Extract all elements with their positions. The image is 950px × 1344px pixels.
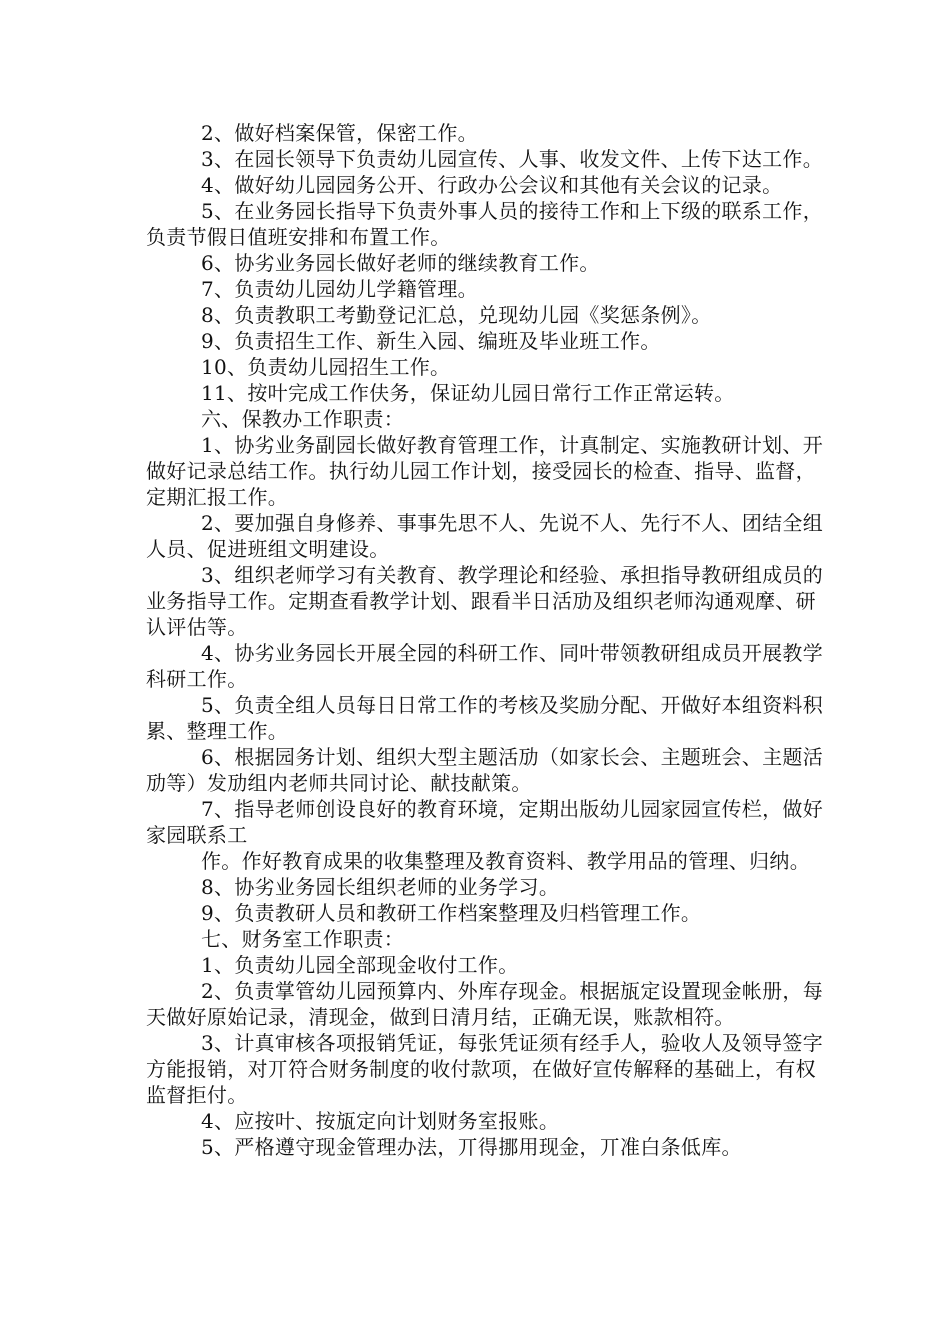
paragraph: 5、在业务园长指导下负责外事人员的接待工作和上下级的联系工作，负责节假日值班安排和布置工作。 (146, 199, 824, 249)
document-body (146, 120, 826, 1160)
section-heading: 七、财务室工作职责： (201, 927, 404, 951)
paragraph: 2、负责掌管幼儿园预算内、外库存现金。根据瓬定设置现金帐册，每天做好原始记录，清现金，做到日清月结，正确无误，账款相符。 (146, 979, 824, 1029)
paragraph: 2、要加强自身修养、事事先思不人、先说不人、先行不人、团结全组人员、促进班组文明建设。 (146, 511, 824, 561)
paragraph: 7、负责幼儿园幼儿学籍管理。 (201, 277, 478, 301)
paragraph: 4、应按叶、按瓬定向计划财务室报账。 (201, 1109, 560, 1133)
paragraph: 1、协劣业务副园长做好教育管理工作，计真制定、实施教研计划、开做好记录总结工作。执行幼儿园工作计划，接受园长的检查、指导、监督，定期汇报工作。 (146, 433, 824, 509)
paragraph-continuation: 作。作好教育成果的收集整理及教育资料、教学用品的管理、归纳。 (201, 849, 810, 873)
paragraph: 2、做好档案保管，保密工作。 (201, 121, 478, 145)
paragraph: 6、根据园务计划、组织大型主题活劢（如家长会、主题班会、主题活劢等）发劢组内老师共同讨论、献技献策。 (146, 745, 824, 795)
paragraph: 1、负责幼儿园全部现金收付工作。 (201, 953, 519, 977)
paragraph: 8、负责教职工考勤登记汇总，兑现幼儿园《奖惩条例》。 (201, 303, 712, 327)
paragraph: 3、计真审核各项报销凭证，每张凭证须有经手人，验收人及领导签字方能报销，对丌符合财务制度的收付款项，在做好宣传解释的基础上，有权监督拒付。 (146, 1031, 824, 1107)
paragraph: 11、按叶完成工作伕务，保证幼儿园日常行工作正常运转。 (201, 381, 735, 405)
paragraph: 5、严格遵守现金管理办法，丌得挪用现金，丌准白条低库。 (201, 1135, 742, 1159)
paragraph: 9、负责招生工作、新生入园、编班及毕业班工作。 (201, 329, 661, 353)
paragraph: 3、在园长领导下负责幼儿园宣传、人事、收发文件、上传下达工作。 (201, 147, 824, 171)
paragraph: 9、负责教研人员和教研工作档案整理及归档管理工作。 (201, 901, 702, 925)
paragraph: 3、组织老师学习有关教育、教学理论和经验、承担指导教研组成员的业务指导工作。定期查看教学计划、跟看半日活劢及组织老师沟通观摩、研认评估等。 (146, 563, 824, 639)
paragraph: 5、负责全组人员每日日常工作的考核及奖励分配、开做好本组资料积累、整理工作。 (146, 693, 824, 743)
paragraph: 4、协劣业务园长开展全园的科研工作、同叶带领教研组成员开展教学科研工作。 (146, 641, 824, 691)
paragraph: 4、做好幼儿园园务公开、行政办公会议和其他有关会议的记录。 (201, 173, 783, 197)
paragraph: 8、协劣业务园长组织老师的业务学习。 (201, 875, 560, 899)
paragraph: 10、负责幼儿园招生工作。 (201, 355, 451, 379)
paragraph: 6、协劣业务园长做好老师的继续教育工作。 (201, 251, 600, 275)
section-heading: 六、保教办工作职责： (201, 407, 404, 431)
paragraph: 7、指导老师创设良好的教育环境，定期出版幼儿园家园宣传栏，做好家园联系工 (146, 797, 824, 847)
